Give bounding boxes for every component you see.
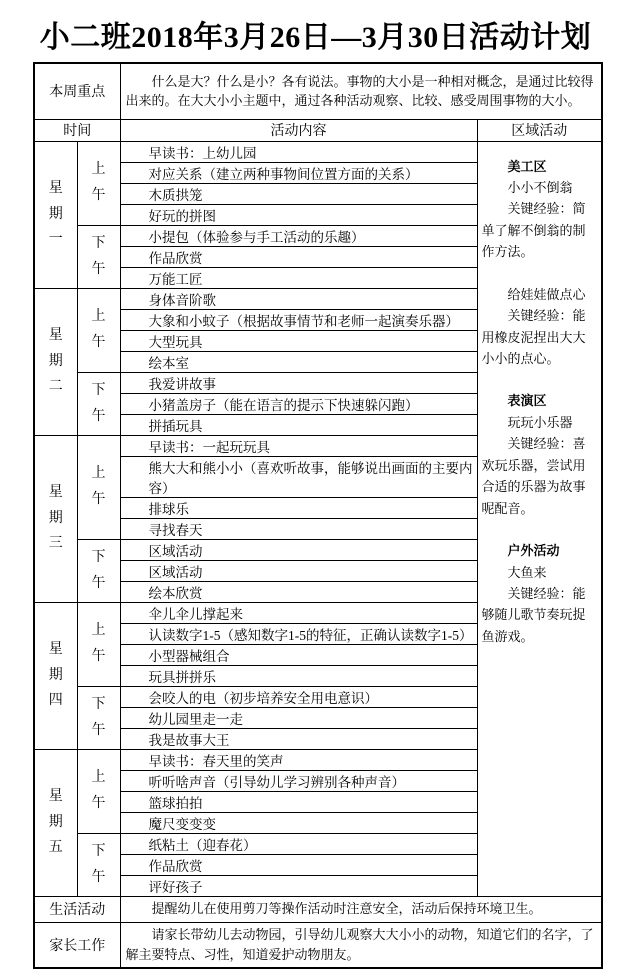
activity-cell: 大象和小蚊子（根据故事情节和老师一起演奏乐器） xyxy=(120,309,477,330)
day-label-tuesday xyxy=(34,288,77,435)
region-line: 大鱼来 xyxy=(507,564,547,580)
activity-cell: 绘本欣赏 xyxy=(120,581,477,602)
activity-cell: 拼插玩具 xyxy=(120,414,477,435)
activity-cell: 玩具拼拼乐 xyxy=(120,665,477,686)
activity-cell: 篮球拍拍 xyxy=(120,791,477,812)
region-section-title: 表演区 xyxy=(507,393,547,409)
day-label-text: 星期二 xyxy=(48,327,63,395)
weekly-focus-text: 什么是大？什么是小？各有说法。事物的大小是一种相对概念，是通过比较得出来的。在大大小小主题中，通过各种活动观察、比较、感受周围事物的大小。 xyxy=(125,73,594,109)
header-time: 时间 xyxy=(34,119,120,141)
period-label-text: 上午 xyxy=(91,623,106,664)
activity-row xyxy=(34,141,602,162)
activity-cell: 早读书：一起玩玩具 xyxy=(120,435,477,456)
weekly-focus-label: 本周重点 xyxy=(34,63,120,119)
life-activity-row xyxy=(34,896,602,922)
activity-cell: 早读书：春天里的笑声 xyxy=(120,749,477,770)
region-line: 玩玩小乐器 xyxy=(507,414,573,430)
activity-cell: 区域活动 xyxy=(120,539,477,560)
activity-cell: 熊大大和熊小小（喜欢听故事，能够说出画面的主要内容） xyxy=(120,456,477,497)
period-label-pm xyxy=(77,686,120,749)
region-line: 关键经验：能用橡皮泥捏出大大小小的点心。 xyxy=(481,308,586,366)
activity-cell: 作品欣赏 xyxy=(120,854,477,875)
day-label-text: 星期一 xyxy=(48,180,63,248)
period-label-text: 上午 xyxy=(91,466,106,507)
activity-cell: 纸粘土（迎春花） xyxy=(120,833,477,854)
period-label-text: 下午 xyxy=(91,382,106,424)
parent-work-cell xyxy=(120,922,602,968)
activity-cell: 小提包（体验参与手工活动的乐趣） xyxy=(120,225,477,246)
day-label-thursday xyxy=(34,602,77,749)
period-label-text: 下午 xyxy=(91,549,106,591)
activity-cell: 听听啥声音（引导幼儿学习辨别各种声音） xyxy=(120,770,477,791)
activity-cell: 小型器械组合 xyxy=(120,644,477,665)
parent-work-text: 请家长带幼儿去动物园，引导幼儿观察大大小小的动物，知道它们的名字，了解主要特点、习性，知道爱护动物朋友。 xyxy=(125,927,594,962)
period-label-pm xyxy=(77,225,120,288)
activity-cell: 排球乐 xyxy=(120,497,477,518)
day-label-wednesday xyxy=(34,435,77,602)
region-line: 小小不倒翁 xyxy=(507,179,573,195)
activity-cell: 绘本室 xyxy=(120,351,477,372)
column-header-row xyxy=(34,119,602,141)
life-activity-text: 提醒幼儿在使用剪刀等操作活动时注意安全，活动后保持环境卫生。 xyxy=(151,901,542,917)
region-section-title: 户外活动 xyxy=(507,543,560,559)
period-label-am xyxy=(77,288,120,372)
weekly-plan-table xyxy=(33,62,603,969)
region-activities-cell xyxy=(477,141,602,896)
period-label-pm xyxy=(77,372,120,435)
header-region: 区域活动 xyxy=(477,119,602,141)
activity-cell: 早读书：上幼儿园 xyxy=(120,141,477,162)
life-activity-label: 生活活动 xyxy=(34,896,120,922)
day-label-friday xyxy=(34,749,77,896)
region-line: 给娃娃做点心 xyxy=(507,286,586,302)
page-title: 小二班2018年3月26日—3月30日活动计划 xyxy=(39,21,592,54)
activity-cell: 认读数字1-5（感知数字1-5的特征，正确认读数字1-5） xyxy=(120,623,477,644)
period-label-am xyxy=(77,435,120,539)
activity-cell: 木质拱笼 xyxy=(120,183,477,204)
activity-cell: 小猪盖房子（能在语言的提示下快速躲闪跑） xyxy=(120,393,477,414)
period-label-text: 下午 xyxy=(91,696,106,738)
weekly-focus-row xyxy=(34,63,602,119)
activity-cell: 幼儿园里走一走 xyxy=(120,707,477,728)
period-label-text: 上午 xyxy=(91,162,106,203)
period-label-text: 下午 xyxy=(91,843,106,885)
activity-cell: 大型玩具 xyxy=(120,330,477,351)
day-label-text: 星期五 xyxy=(48,788,63,856)
activity-cell: 我爱讲故事 xyxy=(120,372,477,393)
period-label-pm xyxy=(77,833,120,896)
activity-cell: 身体音阶歌 xyxy=(120,288,477,309)
activity-cell: 作品欣赏 xyxy=(120,246,477,267)
weekly-focus-cell xyxy=(120,63,602,119)
activity-cell: 好玩的拼图 xyxy=(120,204,477,225)
activity-cell: 万能工匠 xyxy=(120,267,477,288)
period-label-text: 上午 xyxy=(91,309,106,350)
period-label-text: 上午 xyxy=(91,770,106,811)
activity-cell: 对应关系（建立两种事物间位置方面的关系） xyxy=(120,162,477,183)
activity-cell: 伞儿伞儿撑起来 xyxy=(120,602,477,623)
day-label-text: 星期三 xyxy=(48,484,63,552)
period-label-am xyxy=(77,602,120,686)
period-label-text: 下午 xyxy=(91,235,106,277)
activity-cell: 我是故事大王 xyxy=(120,728,477,749)
activity-cell: 区域活动 xyxy=(120,560,477,581)
activity-cell: 魔尺变变变 xyxy=(120,812,477,833)
activity-cell: 寻找春天 xyxy=(120,518,477,539)
parent-work-row xyxy=(34,922,602,968)
life-activity-cell xyxy=(120,896,602,922)
day-label-text: 星期四 xyxy=(48,641,63,709)
activity-cell: 会咬人的电（初步培养安全用电意识） xyxy=(120,686,477,707)
region-line: 关键经验：简单了解不倒翁的制作方法。 xyxy=(481,201,586,260)
period-label-pm xyxy=(77,539,120,602)
period-label-am xyxy=(77,141,120,225)
region-line: 关键经验：能够随儿歌节奏玩捉鱼游戏。 xyxy=(481,585,586,644)
parent-work-label: 家长工作 xyxy=(34,922,120,968)
day-label-monday xyxy=(34,141,77,288)
region-line: 关键经验：喜欢玩乐器，尝试用合适的乐器为故事呢配音。 xyxy=(481,436,586,516)
activity-cell: 评好孩子 xyxy=(120,875,477,896)
header-activity: 活动内容 xyxy=(120,119,477,141)
period-label-am xyxy=(77,749,120,833)
region-section-title: 美工区 xyxy=(507,158,547,174)
